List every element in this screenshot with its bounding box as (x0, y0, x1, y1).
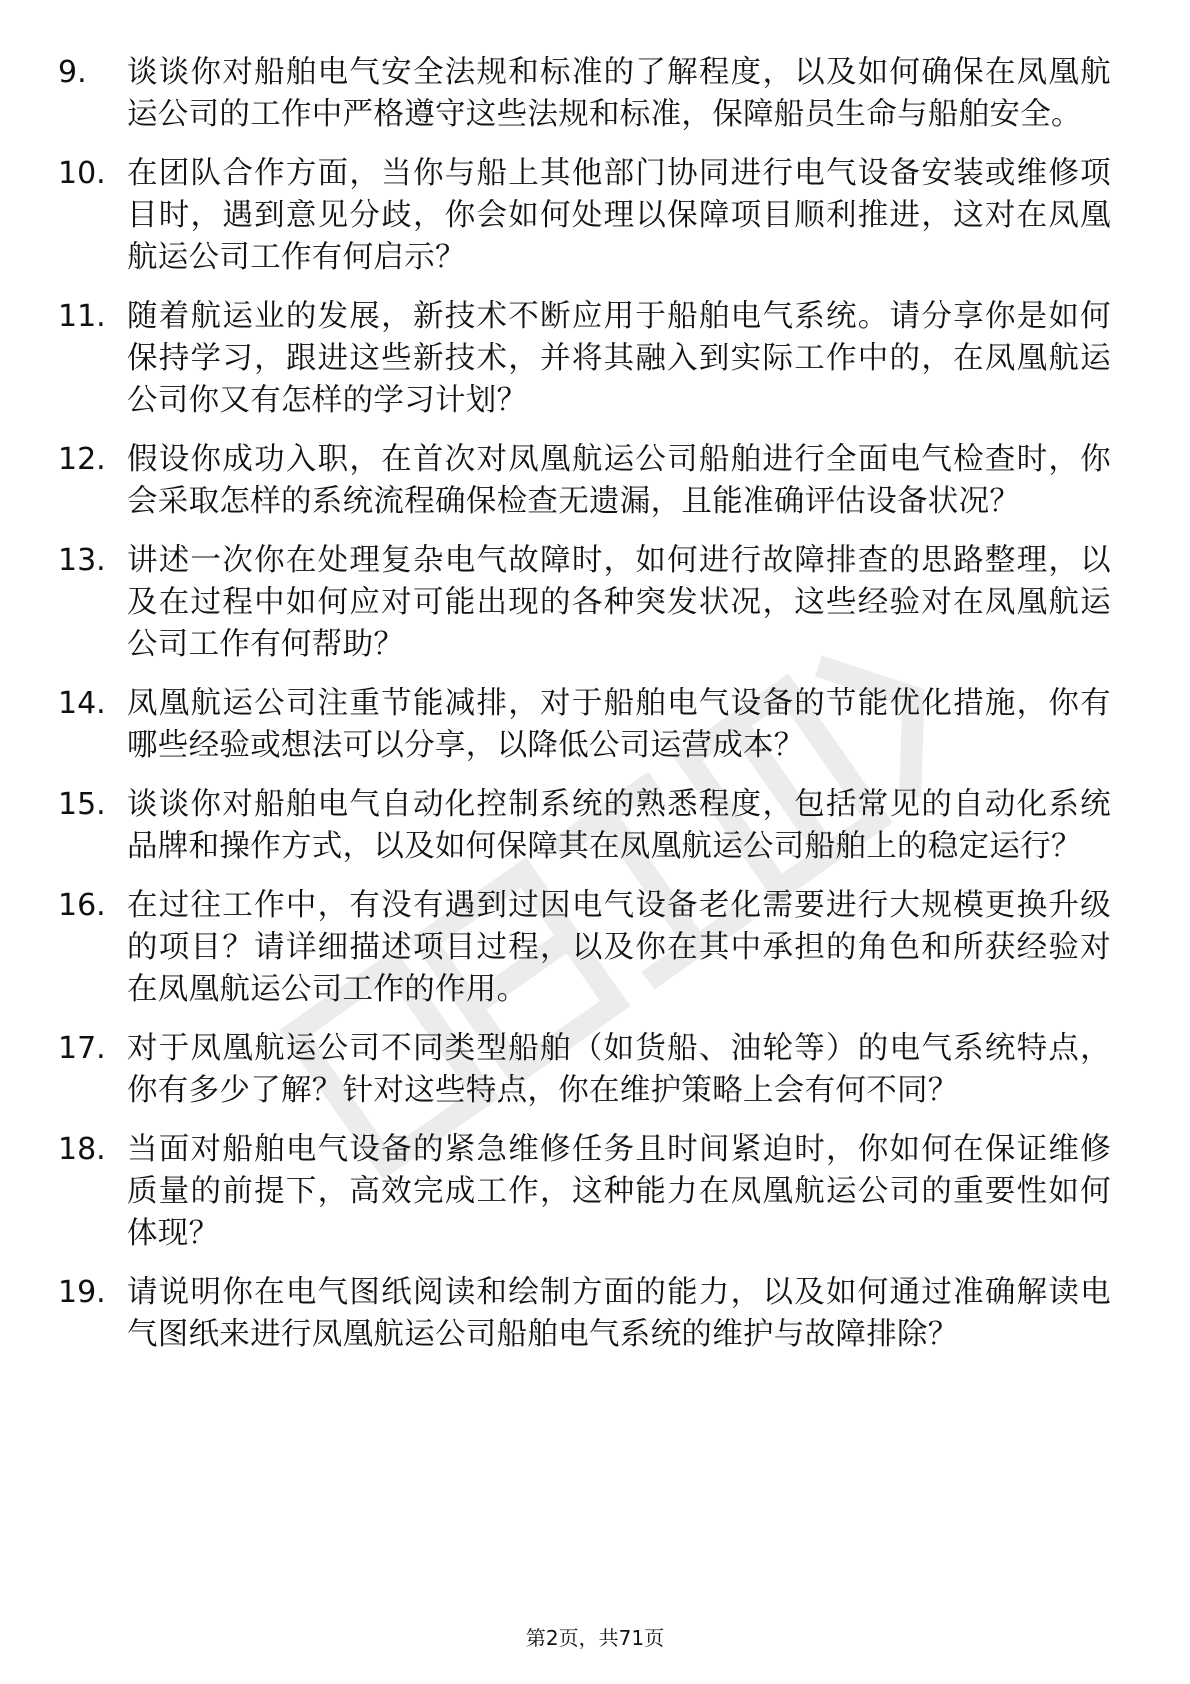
question-text: 凤凰航运公司注重节能减排，对于船舶电气设备的节能优化措施，你有哪些经验或想法可以分享，以降低公司运营成本？ (127, 686, 1111, 763)
question-text: 讲述一次你在处理复杂电气故障时，如何进行故障排查的思路整理，以及在过程中如何应对可能出现的各种突发状况，这些经验对在凤凰航运公司工作有何帮助？ (127, 543, 1111, 662)
question-item (0, 885, 1190, 1011)
question-text: 当面对船舶电气设备的紧急维修任务且时间紧迫时，你如何在保证维修质量的前提下，高效完成工作，这种能力在凤凰航运公司的重要性如何体现？ (127, 1132, 1111, 1251)
question-text: 在团队合作方面，当你与船上其他部门协同进行电气设备安装或维修项目时，遇到意见分歧，你会如何处理以保障项目顺利推进，这对在凤凰航运公司工作有何启示？ (127, 156, 1111, 275)
question-item (0, 683, 1190, 767)
question-item (0, 439, 1190, 523)
question-item (0, 540, 1190, 666)
question-item (0, 784, 1190, 868)
question-text: 在过往工作中，有没有遇到过因电气设备老化需要进行大规模更换升级的项目？请详细描述项目过程，以及你在其中承担的角色和所获经验对在凤凰航运公司工作的作用。 (127, 888, 1111, 1007)
question-text: 对于凤凰航运公司不同类型船舶（如货船、油轮等）的电气系统特点，你有多少了解？针对这些特点，你在维护策略上会有何不同？ (127, 1031, 1111, 1108)
question-item (0, 1028, 1190, 1112)
question-list (0, 52, 1190, 1373)
question-number: 19. (58, 1275, 106, 1310)
question-number: 10. (58, 156, 106, 191)
question-number: 16. (58, 888, 106, 923)
question-text: 随着航运业的发展，新技术不断应用于船舶电气系统。请分享你是如何保持学习，跟进这些新技术，并将其融入到实际工作中的，在凤凰航运公司你又有怎样的学习计划？ (127, 299, 1111, 418)
page-number: 第2页，共71页 (525, 1626, 665, 1650)
question-number: 12. (58, 442, 106, 477)
question-item (0, 296, 1190, 422)
question-number: 9. (58, 55, 87, 90)
question-number: 18. (58, 1132, 106, 1167)
question-text: 请说明你在电气图纸阅读和绘制方面的能力，以及如何通过准确解读电气图纸来进行凤凰航运公司船舶电气系统的维护与故障排除？ (127, 1275, 1111, 1352)
question-number: 11. (58, 299, 106, 334)
question-number: 13. (58, 543, 106, 578)
question-number: 14. (58, 686, 106, 721)
question-item (0, 153, 1190, 279)
question-item (0, 52, 1190, 136)
question-number: 15. (58, 787, 106, 822)
question-text: 谈谈你对船舶电气安全法规和标准的了解程度，以及如何确保在凤凰航运公司的工作中严格遵守这些法规和标准，保障船员生命与船舶安全。 (127, 55, 1111, 132)
question-text: 假设你成功入职，在首次对凤凰航运公司船舶进行全面电气检查时，你会采取怎样的系统流程确保检查无遗漏，且能准确评估设备状况？ (127, 442, 1111, 519)
question-number: 17. (58, 1031, 106, 1066)
question-item (0, 1272, 1190, 1356)
question-item (0, 1129, 1190, 1255)
question-text: 谈谈你对船舶电气自动化控制系统的熟悉程度，包括常见的自动化系统品牌和操作方式，以及如何保障其在凤凰航运公司船舶上的稳定运行？ (127, 787, 1111, 864)
